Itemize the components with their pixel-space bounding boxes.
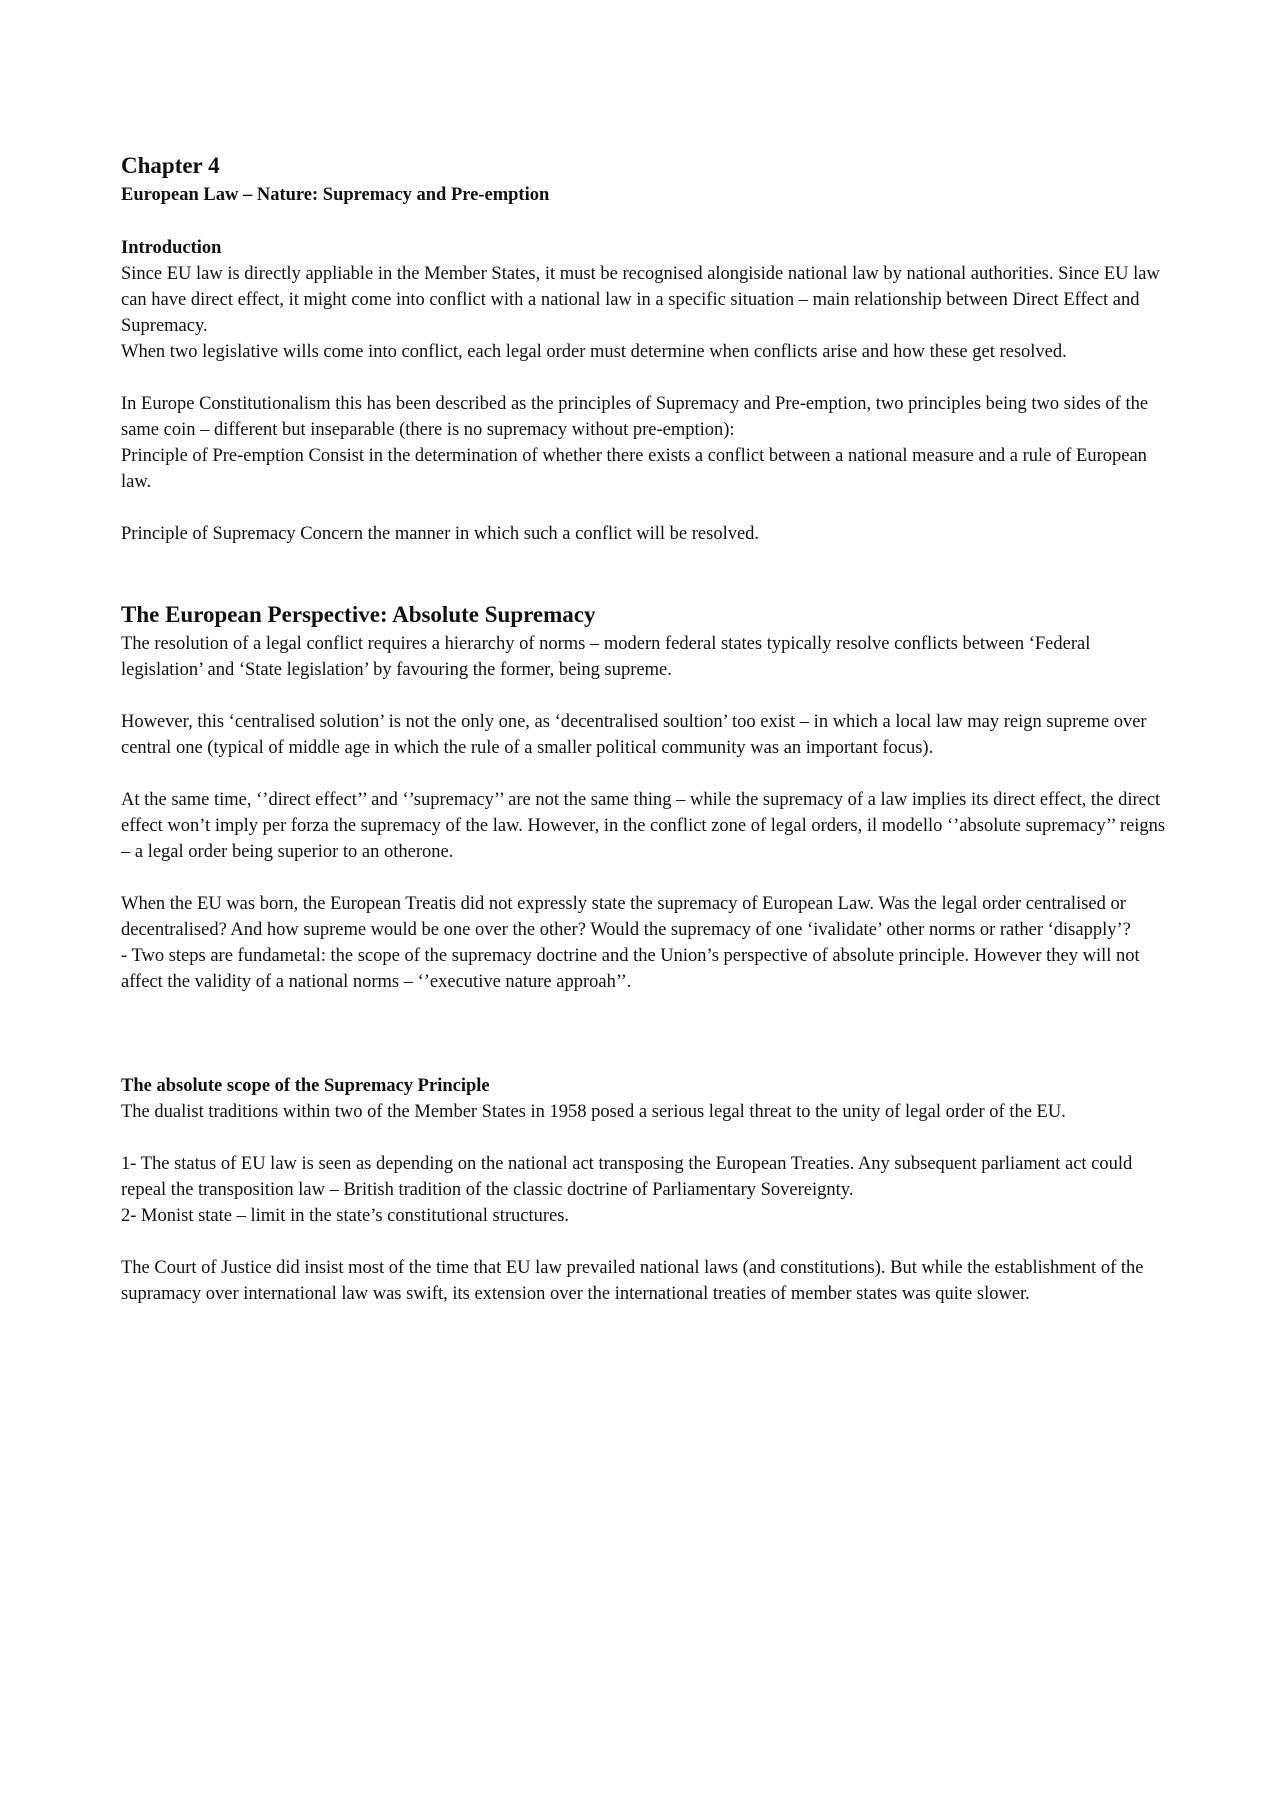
spacer bbox=[121, 761, 1171, 787]
absolute-scope-paragraph-2: 1- The status of EU law is seen as depending on the national act transposing the European Treaties. Any subsequent parliament act could repeal the transposition law – British tradition of the classic doctrine of Parliamentary Sovereignty. bbox=[121, 1154, 1133, 1200]
introduction-paragraph-3: In Europe Constitutionalism this has been described as the principles of Supremacy and Pre-emption, two principles being two sides of the same coin – different but inseparable (there is no supremacy without pre-emption): bbox=[121, 394, 1149, 440]
european-perspective-paragraph-1: The resolution of a legal conflict requires a hierarchy of norms – modern federal states typically resolve conflicts between ‘Federal legislation’ and ‘State legislation’ by favouring the former, being supreme. bbox=[121, 634, 1091, 680]
spacer bbox=[121, 365, 1171, 391]
spacer bbox=[121, 1229, 1171, 1255]
chapter-label: Chapter 4 bbox=[121, 153, 220, 178]
spacer bbox=[121, 209, 1171, 235]
introduction-heading: Introduction bbox=[121, 238, 222, 258]
introduction-section bbox=[121, 235, 1171, 547]
absolute-scope-heading: The absolute scope of the Supremacy Principle bbox=[121, 1076, 490, 1096]
spacer bbox=[121, 865, 1171, 891]
document-page bbox=[121, 150, 1171, 1307]
european-perspective-paragraph-3: At the same time, ‘’direct effect’’ and ‘’supremacy’’ are not the same thing – while the supremacy of a law implies its direct effect, the direct effect won’t imply per forza the supremacy of the law. However, in the conflict zone of legal orders, il modello ‘’absolute supremacy’’ reigns – a legal order being superior to an otherone. bbox=[121, 790, 1166, 862]
absolute-scope-paragraph-4: The Court of Justice did insist most of the time that EU law prevailed national laws (and constitutions). But while the establishment of the supramacy over international law was swift, its extension over the international treaties of member states was quite slower. bbox=[121, 1258, 1144, 1304]
european-perspective-heading: The European Perspective: Absolute Supremacy bbox=[121, 602, 596, 627]
european-perspective-section bbox=[121, 599, 1171, 995]
absolute-scope-paragraph-1: The dualist traditions within two of the Member States in 1958 posed a serious legal threat to the unity of legal order of the EU. bbox=[121, 1102, 1066, 1122]
european-perspective-paragraph-5: - Two steps are fundametal: the scope of the supremacy doctrine and the Union’s perspective of absolute principle. However they will not affect the validity of a national norms – ‘’executive nature approah’’. bbox=[121, 946, 1140, 992]
spacer bbox=[121, 683, 1171, 709]
spacer bbox=[121, 547, 1171, 599]
introduction-paragraph-4: Principle of Pre-emption Consist in the determination of whether there exists a conflict between a national measure and a rule of European law. bbox=[121, 446, 1147, 492]
absolute-scope-paragraph-3: 2- Monist state – limit in the state’s constitutional structures. bbox=[121, 1206, 570, 1226]
chapter-title: European Law – Nature: Supremacy and Pre-emption bbox=[121, 185, 550, 205]
spacer bbox=[121, 1125, 1171, 1151]
european-perspective-paragraph-4: When the EU was born, the European Treatis did not expressly state the supremacy of European Law. Was the legal order centralised or decentralised? And how supreme would be one over the other? Would the supremacy of one ‘ivalidate’ other norms or rather ‘disapply’? bbox=[121, 894, 1131, 940]
introduction-paragraph-2: When two legislative wills come into conflict, each legal order must determine when conflicts arise and how these get resolved. bbox=[121, 342, 1067, 362]
european-perspective-paragraph-2: However, this ‘centralised solution’ is not the only one, as ‘decentralised soultion’ too exist – in which a local law may reign supreme over central one (typical of middle age in which the rule of a smaller political community was an important focus). bbox=[121, 712, 1147, 758]
absolute-scope-section bbox=[121, 1073, 1171, 1307]
spacer bbox=[121, 495, 1171, 521]
introduction-paragraph-5: Principle of Supremacy Concern the manner in which such a conflict will be resolved. bbox=[121, 524, 760, 544]
spacer bbox=[121, 995, 1171, 1073]
introduction-paragraph-1: Since EU law is directly appliable in the Member States, it must be recognised alongiside national law by national authorities. Since EU law can have direct effect, it might come into conflict with a national law in a specific situation – main relationship between Direct Effect and Supremacy. bbox=[121, 264, 1160, 336]
